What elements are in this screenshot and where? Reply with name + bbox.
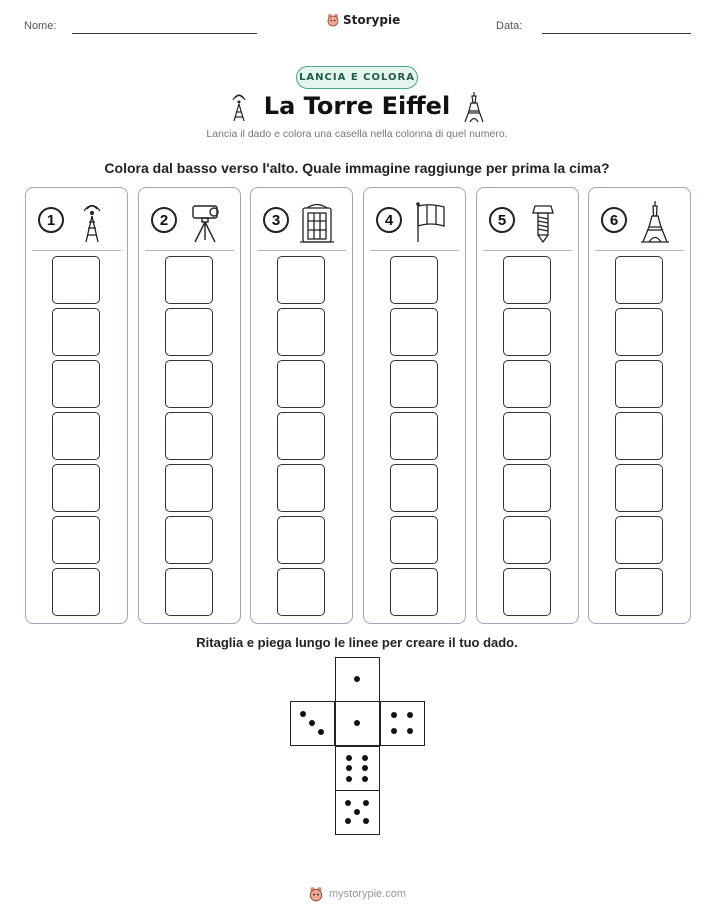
color-cell[interactable] (503, 256, 551, 304)
dice-face-3 (290, 701, 335, 746)
dice-face-1 (335, 701, 380, 746)
color-cell[interactable] (165, 308, 213, 356)
column-6 (588, 187, 691, 624)
color-cell[interactable] (52, 516, 100, 564)
color-cell[interactable] (277, 412, 325, 460)
dice-pip (407, 728, 413, 734)
color-cell[interactable] (277, 360, 325, 408)
eiffel-tower-icon (635, 200, 675, 244)
brand-name: Storypie (343, 13, 401, 27)
dice-pip (309, 720, 315, 726)
color-cell[interactable] (52, 412, 100, 460)
column-number: 6 (601, 207, 627, 233)
column-divider (595, 250, 684, 251)
column-number: 1 (38, 207, 64, 233)
dice-pip (346, 755, 352, 761)
page-title: La Torre Eiffel (263, 92, 451, 120)
column-2 (138, 187, 241, 624)
footer (308, 886, 406, 902)
brand-logo (326, 13, 400, 27)
date-line[interactable] (542, 33, 691, 34)
column-number: 3 (263, 207, 289, 233)
color-cell[interactable] (277, 568, 325, 616)
color-cell[interactable] (165, 412, 213, 460)
column-number: 5 (489, 207, 515, 233)
date-label: Data: (496, 20, 523, 32)
bolt-screw-icon (523, 200, 563, 244)
column-4 (363, 187, 466, 624)
name-line[interactable] (72, 33, 257, 34)
dice-instruction: Ritaglia e piega lungo le linee per creare il tuo dado. (196, 635, 518, 650)
color-cell[interactable] (390, 256, 438, 304)
dice-pip (346, 765, 352, 771)
instruction-text: Colora dal basso verso l'alto. Quale immagine raggiunge per prima la cima? (104, 160, 610, 176)
column-divider (483, 250, 572, 251)
color-cell[interactable] (615, 516, 663, 564)
column-1 (25, 187, 128, 624)
french-flag-icon (410, 200, 450, 244)
column-divider (257, 250, 346, 251)
color-cell[interactable] (390, 464, 438, 512)
color-cell[interactable] (277, 516, 325, 564)
color-cell[interactable] (165, 568, 213, 616)
color-cell[interactable] (52, 360, 100, 408)
color-cell[interactable] (52, 464, 100, 512)
dice-pip (345, 818, 351, 824)
color-cell[interactable] (503, 412, 551, 460)
footer-url: mystorypie.com (329, 888, 407, 900)
column-divider (370, 250, 459, 251)
dice-pip (318, 729, 324, 735)
dice-pip (346, 776, 352, 782)
color-cell[interactable] (52, 256, 100, 304)
column-divider (145, 250, 234, 251)
color-cell[interactable] (390, 360, 438, 408)
color-cell[interactable] (277, 464, 325, 512)
dice-pip (362, 776, 368, 782)
dice-face-6 (335, 746, 380, 791)
dice-pip (362, 765, 368, 771)
dice-pip (391, 728, 397, 734)
dice-pip (363, 818, 369, 824)
color-cell[interactable] (277, 256, 325, 304)
dice-pip (363, 800, 369, 806)
color-cell[interactable] (503, 516, 551, 564)
color-cell[interactable] (615, 256, 663, 304)
color-cell[interactable] (52, 568, 100, 616)
color-cell[interactable] (615, 464, 663, 512)
dice-pip (391, 712, 397, 718)
dice-pip (354, 809, 360, 815)
elevator-icon (297, 200, 337, 244)
column-5 (476, 187, 579, 624)
dice-pip (300, 711, 306, 717)
surveyor-tripod-icon (185, 200, 225, 244)
color-cell[interactable] (52, 308, 100, 356)
color-cell[interactable] (615, 412, 663, 460)
dice-face-1 (335, 657, 380, 702)
name-label: Nome: (24, 20, 57, 32)
subtitle: Lancia il dado e colora una casella nella colonna di quel numero. (206, 128, 508, 140)
dice-face-4 (380, 701, 425, 746)
color-cell[interactable] (390, 412, 438, 460)
column-divider (32, 250, 121, 251)
color-cell[interactable] (503, 464, 551, 512)
storypie-mascot-icon (308, 886, 324, 902)
eiffel-tower-icon (462, 91, 486, 123)
color-cell[interactable] (503, 568, 551, 616)
color-cell[interactable] (615, 568, 663, 616)
color-cell[interactable] (165, 256, 213, 304)
dice-pip (354, 676, 360, 682)
color-cell[interactable] (165, 360, 213, 408)
color-cell[interactable] (165, 464, 213, 512)
dice-pip (362, 755, 368, 761)
color-cell[interactable] (615, 360, 663, 408)
dice-pip (354, 720, 360, 726)
dice-pip (407, 712, 413, 718)
column-3 (250, 187, 353, 624)
storypie-mascot-icon (326, 13, 340, 27)
color-cell[interactable] (390, 308, 438, 356)
radio-tower-icon (72, 200, 112, 244)
color-cell[interactable] (503, 308, 551, 356)
color-cell[interactable] (615, 308, 663, 356)
color-cell[interactable] (390, 516, 438, 564)
color-cell[interactable] (165, 516, 213, 564)
column-number: 2 (151, 207, 177, 233)
dice-pip (345, 800, 351, 806)
column-number: 4 (376, 207, 402, 233)
activity-badge: LANCIA E COLORA (296, 66, 418, 89)
color-cell[interactable] (277, 308, 325, 356)
color-cell[interactable] (503, 360, 551, 408)
dice-face-5 (335, 790, 380, 835)
color-cell[interactable] (390, 568, 438, 616)
